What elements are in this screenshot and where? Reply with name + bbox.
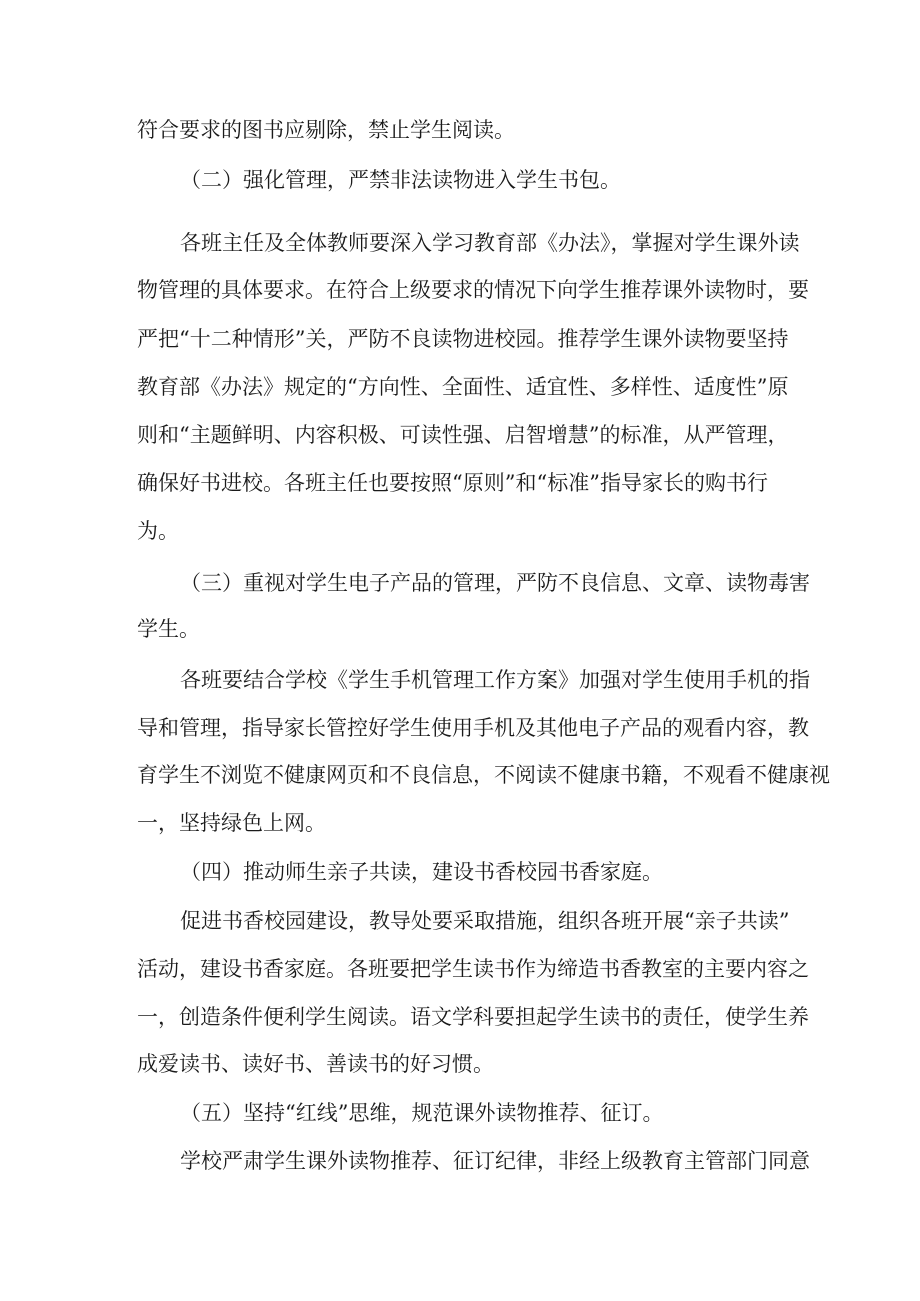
paragraph-line: 确保好书进校。各班主任也要按照“原则”和“标准”指导家长的购书行 <box>137 471 768 495</box>
paragraph-line: 育学生不浏览不健康网页和不良信息，不阅读不健康书籍，不观看不健康视 <box>137 763 830 787</box>
paragraph-line: 则和“主题鲜明、内容积极、可读性强、启智增慧”的标准，从严管理， <box>137 423 789 447</box>
section-heading-4: （四）推动师生亲子共读，建设书香校园书香家庭。 <box>180 860 663 884</box>
paragraph-line: 物管理的具体要求。在符合上级要求的情况下向学生推荐课外读物时，要 <box>137 278 809 302</box>
paragraph-line: 导和管理，指导家长管控好学生使用手机及其他电子产品的观看内容，教 <box>137 716 809 740</box>
section-heading-3: （三）重视对学生电子产品的管理，严防不良信息、文章、读物毒害 <box>180 571 810 595</box>
paragraph-line: 成爱读书、读好书、善读书的好习惯。 <box>137 1052 494 1076</box>
paragraph-line: 各班要结合学校《学生手机管理工作方案》加强对学生使用手机的指 <box>180 668 810 692</box>
section-heading-2: （二）强化管理，严禁非法读物进入学生书包。 <box>180 168 621 192</box>
paragraph-line: 教育部《办法》规定的“方向性、全面性、适宜性、多样性、适度性”原 <box>137 375 789 399</box>
paragraph-line: 活动，建设书香家庭。各班要把学生读书作为缔造书香教室的主要内容之 <box>137 957 809 981</box>
paragraph-line: 一，创造条件便利学生阅读。语文学科要担起学生读书的责任，使学生养 <box>137 1005 809 1029</box>
paragraph-line: 促进书香校园建设，教导处要采取措施，组织各班开展“亲子共读” <box>180 909 790 933</box>
paragraph-line: 为。 <box>137 519 179 543</box>
paragraph-line: 学校严肃学生课外读物推荐、征订纪律，非经上级教育主管部门同意 <box>180 1149 810 1173</box>
section-heading-5: （五）坚持“红线”思维，规范课外读物推荐、征订。 <box>180 1101 664 1125</box>
paragraph-line: 学生。 <box>137 617 200 641</box>
paragraph-line: 一，坚持绿色上网。 <box>137 811 326 835</box>
paragraph-line: 符合要求的图书应剔除，禁止学生阅读。 <box>137 118 515 142</box>
paragraph-line: 各班主任及全体教师要深入学习教育部《办法》，掌握对学生课外读 <box>180 231 800 255</box>
paragraph-line: 严把“十二种情形”关，严防不良读物进校园。推荐学生课外读物要坚持 <box>137 327 789 351</box>
